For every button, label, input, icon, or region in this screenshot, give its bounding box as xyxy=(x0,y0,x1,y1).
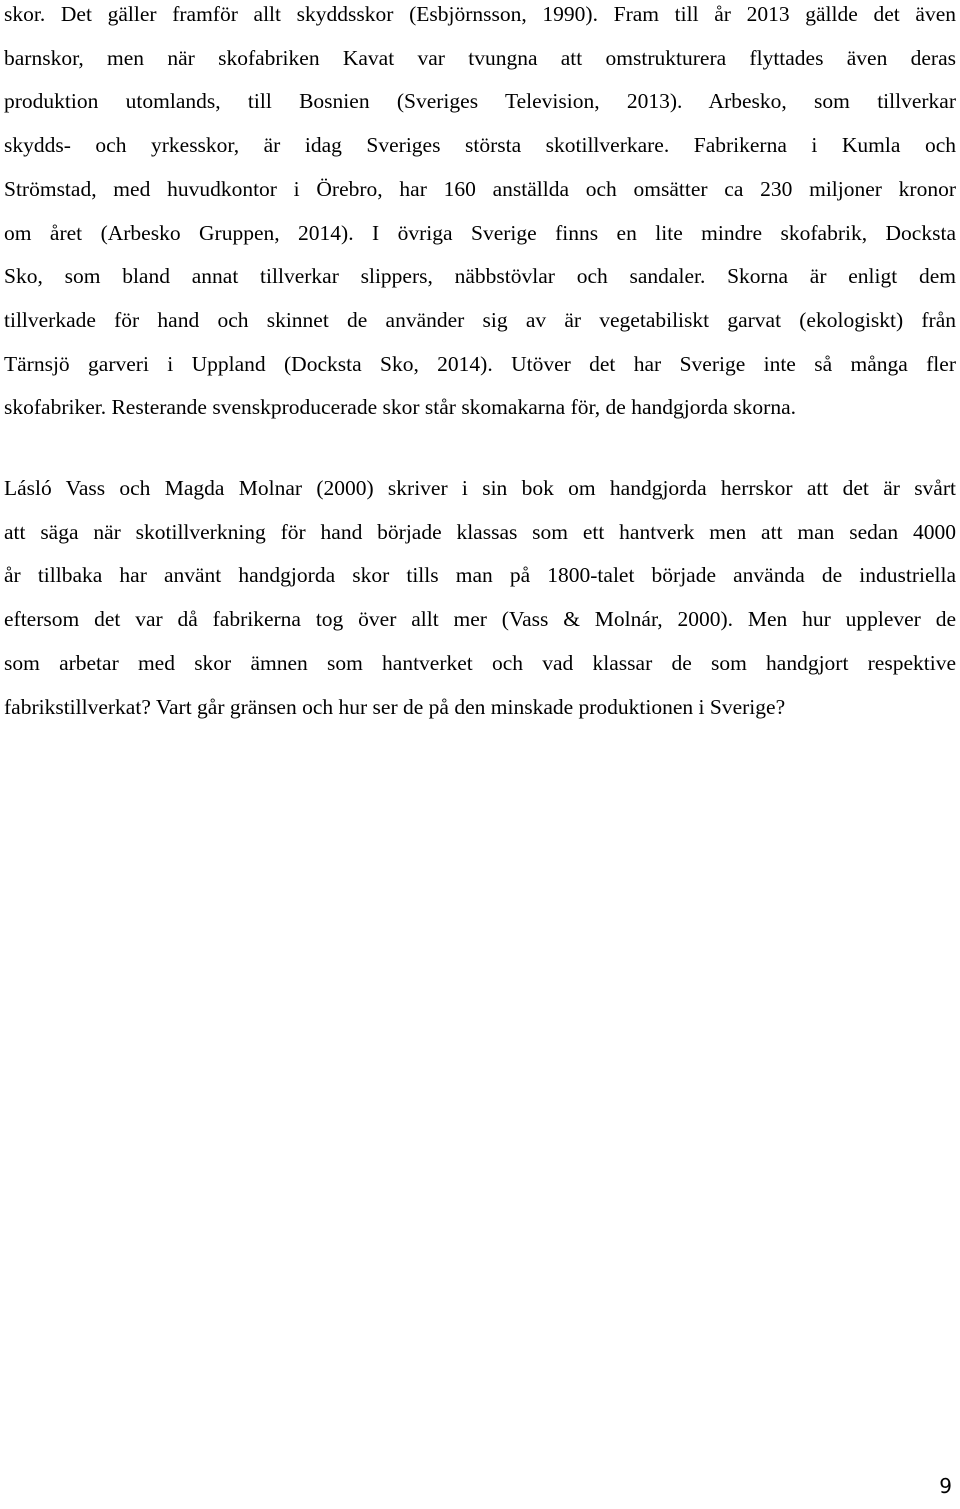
text-line: produktion utomlands, till Bosnien (Sveriges Television, 2013). Arbesko, som tillverkar xyxy=(4,89,956,114)
text-line: Strömstad, med huvudkontor i Örebro, har 160 anställda och omsätter ca 230 miljoner kronor xyxy=(4,176,956,201)
text-line: eftersom det var då fabrikerna tog över allt mer (Vass & Molnár, 2000). Men hur upplever de xyxy=(4,607,956,632)
text-line: Lásló Vass och Magda Molnar (2000) skriver i sin bok om handgjorda herrskor att det är svårt xyxy=(4,476,956,500)
text-line: tillverkade för hand och skinnet de använder sig av är vegetabiliskt garvat (ekologiskt) från xyxy=(4,307,956,332)
text-line: som arbetar med skor ämnen som hantverket och vad klassar de som handgjort respektive xyxy=(4,650,956,675)
text-line: fabrikstillverkat? Vart går gränsen och hur ser de på den minskade produktionen i Sverige? xyxy=(4,694,786,719)
text-line: år tillbaka har använt handgjorda skor tills man på 1800-talet började använda de industriella xyxy=(4,563,956,588)
text-line: barnskor, men när skofabriken Kavat var tvungna att omstrukturera flyttades även deras xyxy=(4,45,956,70)
text-line: att säga när skotillverkning för hand började klassas som ett hantverk men att man sedan 4000 xyxy=(4,519,956,544)
text-line: skor. Det gäller framför allt skyddsskor (Esbjörnsson, 1990). Fram till år 2013 gällde det även xyxy=(4,2,956,26)
text-line: skofabriker. Resterande svenskproducerade skor står skomakarna för, de handgjorda skorna. xyxy=(4,395,796,420)
paragraph-shoe-factories xyxy=(4,0,956,430)
text-line: om året (Arbesko Gruppen, 2014). I övriga Sverige finns en lite mindre skofabrik, Docksta xyxy=(4,220,956,245)
text-line: Sko, som bland annat tillverkar slippers, näbbstövlar och sandaler. Skorna är enligt dem xyxy=(4,264,956,289)
text-line: skydds- och yrkesskor, är idag Sveriges största skotillverkare. Fabrikerna i Kumla och xyxy=(4,133,956,158)
page-number: 9 xyxy=(939,1474,952,1498)
paragraph-handmade-shoes xyxy=(4,467,956,729)
text-line: Tärnsjö garveri i Uppland (Docksta Sko, 2014). Utöver det har Sverige inte så många fler xyxy=(4,351,956,376)
